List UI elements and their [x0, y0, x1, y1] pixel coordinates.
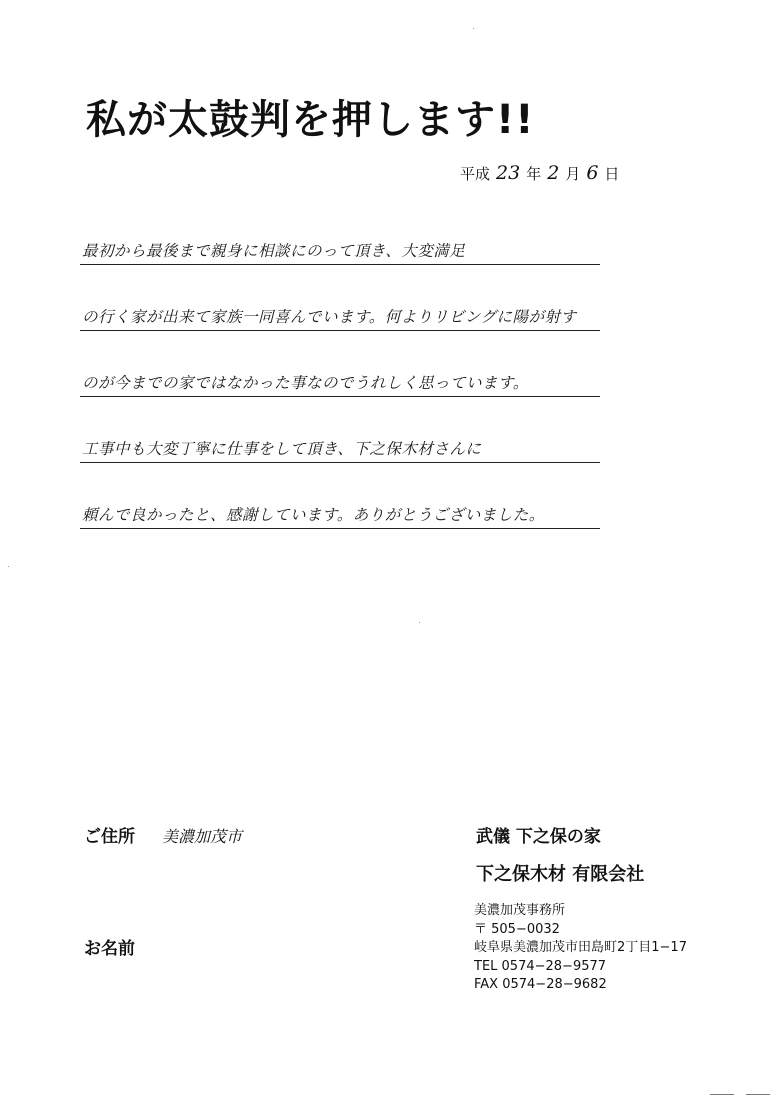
date-year-unit: 年: [526, 165, 542, 183]
date-month-unit: 月: [565, 165, 581, 183]
company-name: 下之保木材 有限会社: [476, 864, 645, 885]
address-label: ご住所: [84, 827, 135, 847]
office-postal: 〒 505−0032: [474, 921, 560, 937]
crop-mark-right: [746, 1094, 770, 1095]
crop-mark-left: [710, 1094, 734, 1095]
letter-line-4: [80, 434, 600, 463]
letter-text-5: 頼んで良かったと、感謝しています。ありがとうございました。: [82, 506, 545, 524]
date-day-unit: 日: [604, 165, 620, 183]
name-label: お名前: [84, 939, 135, 959]
letter-line-2: [80, 302, 600, 331]
letter-date: [460, 162, 619, 184]
scan-speck: [8, 566, 9, 567]
scan-speck: [419, 622, 420, 623]
letter-line-3: [80, 368, 600, 397]
letter-line-5: [80, 500, 600, 529]
office-address: 岐阜県美濃加茂市田島町2丁目1−17: [474, 940, 687, 955]
office-fax: FAX 0574−28−9682: [474, 977, 607, 992]
letter-text-1: 最初から最後まで親身に相談にのって頂き、大変満足: [82, 242, 466, 260]
office-tel: TEL 0574−28−9577: [474, 958, 607, 974]
letter-text-3: のが今までの家ではなかった事なのでうれしく思っています。: [82, 374, 529, 392]
letter-text-2: の行く家が出来て家族一同喜んでいます。何よりリビングに陽が射す: [82, 308, 577, 326]
company-tagline: 武儀 下之保の家: [476, 827, 601, 847]
letter-line-1: [80, 236, 600, 265]
letter-text-4: 工事中も大変丁寧に仕事をして頂き、下之保木材さんに: [82, 440, 482, 458]
scan-speck: [473, 28, 474, 29]
page-title: 私が太鼓判を押します!!: [86, 97, 535, 143]
date-year: 23: [496, 162, 521, 184]
office-name: 美濃加茂事務所: [474, 903, 566, 918]
address-value: 美濃加茂市: [162, 827, 243, 846]
date-day: 6: [586, 162, 599, 184]
date-era: 平成: [460, 165, 491, 183]
date-month: 2: [547, 162, 560, 184]
company-office-block: [474, 902, 687, 995]
